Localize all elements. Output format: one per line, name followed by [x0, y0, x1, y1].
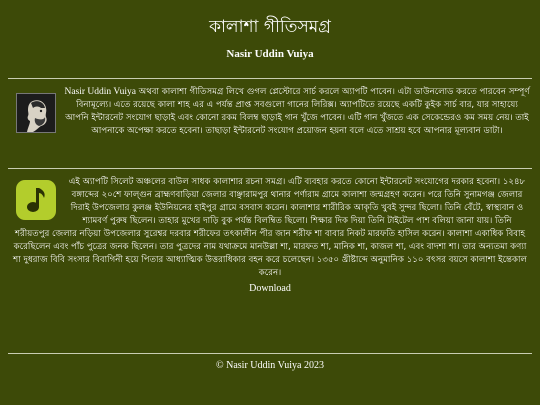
about-section — [10, 176, 530, 296]
divider-top — [8, 78, 532, 79]
about-text: এই অ্যাপটি সিলেট অঞ্চলের বাউল সাধক কালাশার রচনা সমগ্র। এটি ব্যবহার করতে কোনো ইন্টারনেট সংযোগের দরকার হবেনা। ১২৪৮ বঙ্গাব্দের ২০শে ফাল্গুন ব্রাহ্মণবাড়িয়া জেলার বাঞ্ছারামপুর থানার পর্ণারাম গ্রামে কালাশা জন্মগ্রহণ করেন। পরে তিনি সুনামগঞ্জ জেলার দিরাই উপজেলার কুলঞ্জ ইউনিয়নের হাইপুর গ্রামে বসবাস করেন। কালাশার শারীরিক আকৃতি খুবই সুন্দর ছিলো। তিনি বেঁটে, স্বাস্থ্যবান ও শ্যামবর্ণ পুরুষ ছিলেন। তাহার মুখের দাড়ি বুক পর্যন্ত বিলম্বিত ছিলো। শিক্ষার দিক দিয়া তিনি টাইটেল পাশ বলিয়া জানা যায়। তিনি শরীয়তপুর জেলার নড়িয়া উপজেলার সুরেশ্বর দরবার শরীফের তৎকালীন পীর জান শরীফ শা বাবার নিকট মারফতি হাসিল করেন। কালাশা একাধিক বিবাহ করেছিলেন এবং পাঁচ পুত্রের জনক ছিলেন। তার পুত্রদের নাম যথাক্রমে মানউল্লা শা, মারফত শা, মানিক শা, কাজল শা, এবং বাদশা শা। তার অন্যতমা কণ্যা শা দুধরাজ বিবি সংসার বিবাগিনী হয়ে পিতার আধ্যাত্মিক উত্তরাধিকার বহন করে চলেছেন। ১৩৫০ খ্রীষ্টাব্দে অনুমানিক ১১০ বৎসর বয়সে কালাশা ইন্তেকাল করেন। — [13, 177, 527, 278]
download-link[interactable]: Download — [249, 283, 291, 294]
intro-text: অথবা কালাশা গীতিসমগ্র লিখে গুগল প্লেস্টোরে সার্চ করলে অ্যাপটি পাবেন। এটা ডাউনলোড করতে পারবেন সম্পূর্ণ বিনামূল্যে। এতে রয়েছে কালা শাহ এর এ পর্যন্ত প্রাপ্ত সবগুলো গানের লিরিক্স। অ্যাপটিতে রয়েছে একটি কুইক সার্চ বার, যার সাহায্যে আপনি ইন্টারনেট সংযোগ ছাড়াই এবং কোনো রকম বিলম্ব ছাড়াই গান খুঁজে পাবেন। এটি গান খুঁজতে এক সেকেন্ডেরও কম সময় নেয়। তাই আপনাকে অপেক্ষা করতে হবেনা। তাছাড়া ইন্টারনেট সংযোগ প্রয়োজন হয়না বলে এতে সাশ্রয় হবে আপনার মূল্যবান ডাটা। — [65, 87, 530, 136]
footer-copyright: © Nasir Uddin Vuiya 2023 — [216, 360, 324, 371]
music-note-glyph — [23, 185, 49, 215]
portrait-icon — [17, 94, 55, 132]
divider-middle — [8, 168, 532, 169]
music-note-icon — [16, 180, 56, 220]
portrait-avatar — [16, 93, 56, 133]
divider-bottom — [8, 353, 532, 354]
intro-section — [10, 86, 530, 138]
page-title: কালাশা গীতিসমগ্র — [209, 17, 331, 37]
intro-author-name: Nasir Uddin Vuiya — [64, 87, 137, 97]
page-author: Nasir Uddin Vuiya — [226, 48, 314, 60]
